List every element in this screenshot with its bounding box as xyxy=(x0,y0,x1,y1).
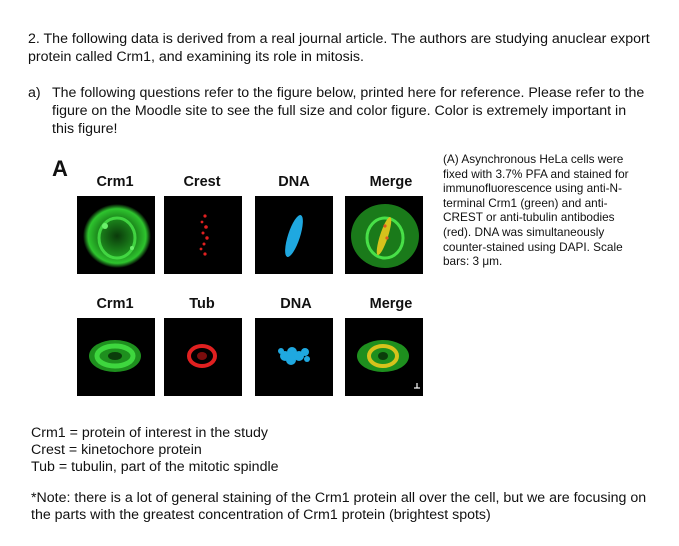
row1-label-dna: DNA xyxy=(278,174,310,190)
definition-crest: Crest = kinetochore protein xyxy=(31,441,202,458)
row1-label-crm1: Crm1 xyxy=(96,174,134,190)
micrograph-row1-crm1 xyxy=(77,196,155,274)
row2-label-merge: Merge xyxy=(369,296,413,312)
micrograph-row2-dna xyxy=(255,318,333,396)
row2-label-tub: Tub xyxy=(189,296,215,312)
definition-tub: Tub = tubulin, part of the mitotic spindle xyxy=(31,458,279,475)
part-a-label: a) xyxy=(28,85,41,101)
note-text: *Note: there is a lot of general staining of the Crm1 protein all over the cell, but we are focusing on the parts with the greatest concentration of Crm1 protein (brightest spots) xyxy=(31,490,647,523)
micrograph-row2-tub xyxy=(164,318,242,396)
question-intro: 2. The following data is derived from a real journal article. The authors are studying anuclear export protein called Crm1, and examining its role in mitosis. xyxy=(28,31,650,65)
figure-caption: (A) Asynchronous HeLa cells were fixed with 3.7% PFA and stained for immunofluorescence using anti-N-terminal Crm1 (green) and anti-CREST or anti-tubulin antibodies (red). DNA was simultaneously counter-stained using DAPI. Scale bars: 3 μm. xyxy=(443,152,629,269)
micrograph-row2-merge xyxy=(345,318,423,396)
row1-label-crest: Crest xyxy=(183,174,221,190)
micrograph-row2-crm1 xyxy=(77,318,155,396)
row2-label-dna: DNA xyxy=(280,296,312,312)
part-a-text: The following questions refer to the figure below, printed here for reference. Please refer to the figure on the Moodle site to see the full size and color figure. Color is extremely important in this figure! xyxy=(52,85,645,137)
definitions-list xyxy=(31,425,279,475)
row1-label-merge: Merge xyxy=(369,174,413,190)
row2-label-crm1: Crm1 xyxy=(96,296,134,312)
micrograph-row1-crest xyxy=(164,196,242,274)
figure-panel-letter: A xyxy=(52,156,68,181)
scale-bar xyxy=(414,383,420,388)
micrograph-row1-merge xyxy=(345,196,423,274)
definition-crm1: Crm1 = protein of interest in the study xyxy=(31,425,268,441)
question-part-a xyxy=(28,84,648,138)
micrograph-row1-dna xyxy=(255,196,333,274)
